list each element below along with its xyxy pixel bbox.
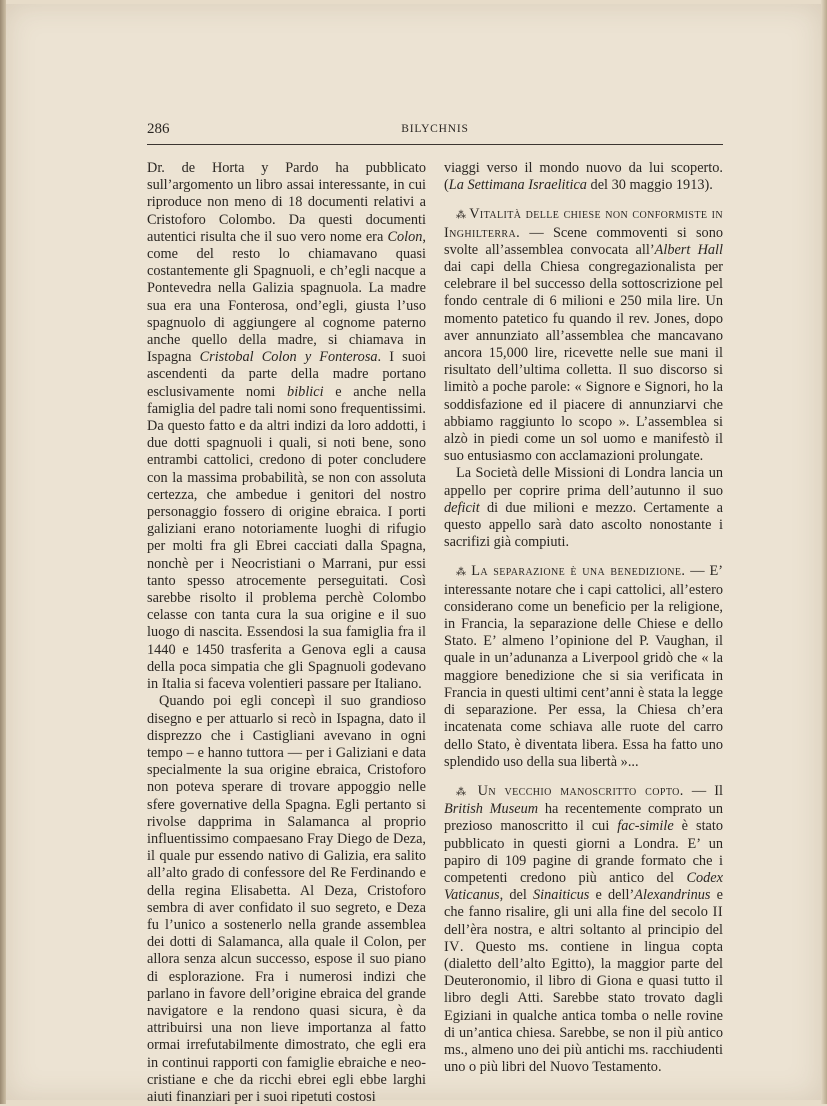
text-run: e dell’ [589, 887, 635, 904]
text-run: — Scene commoventi si sono svolte all’assemblea convocata all’ [444, 224, 723, 258]
italic-run: Sinaiticus [532, 887, 590, 904]
italic-run: Codex Vaticanus [444, 869, 723, 904]
text-run: La Società delle Missioni di Londra lancia un appello per coprire prima dell’autunno il suo [444, 465, 723, 499]
italic-run: deficit [444, 499, 480, 516]
text-run: — Il [683, 782, 723, 799]
text-run: , del [499, 887, 533, 904]
left-column [147, 160, 426, 1106]
header-rule [147, 144, 723, 145]
paragraph-colombo [147, 160, 426, 693]
section-heading: Vitalità delle chiese non conformiste in Inghilterra. [444, 206, 724, 241]
italic-run: Alexandrinus [634, 887, 711, 904]
italic-run: British Museum [444, 801, 539, 818]
text-run: , come del resto lo chiamavano quasi costantemente gli Spagnuoli, e ch’egli nacque a Pontevedra nella Galizia spagnuola. La madre sua era una Fonterosa, ond’egli, giusta l’uso spagnuolo di aggiungere al cognome paterno anche quello della madre, si chiamava in Ispagna [147, 228, 426, 366]
right-column [444, 160, 723, 1076]
roman-numeral: II [712, 904, 723, 921]
text-run: Dr. de Horta y Pardo ha pubblicato sull’argomento un libro assai interessante, in cui riproduce non meno di 18 documenti relativi a Cristoforo Colombo. Da questi documenti autentici risulta che il suo vero nome era [147, 160, 426, 245]
text-run: . I suoi ascendenti da parte della madre portano esclusivamente nomi [147, 349, 426, 400]
italic-run: biblici [287, 383, 324, 400]
text-run: e che fanno risalire, gli uni alla fine del secolo [444, 887, 723, 921]
italic-run: fac-simile [617, 818, 674, 835]
paragraph-deza: Quando poi egli concepì il suo grandioso disegno e per attuarlo si recò in Ispagna, dato il disprezzo che i Castigliani avevano in ogni tempo – e hanno tuttora — per i Galiziani e data specialmente la sua origine ebraica, Cristoforo non poteva sperare di trovare appoggio nelle sfere governative della Spagna. Egli pertanto si rivolse dapprima in Salamanca al proprio influentissimo compaesano Fray Diego de Deza, il quale pur essendo nativo di Galizia, era salito all’alto grado di confessore del Re Ferdinando e della regina Elisabetta. Al Deza, Cristoforo sembra di aver confidato il suo segreto, e Deza fu l’unico a sostenerlo nella grande assemblea dei dotti di Salamanca, alla quale il Colon, per allora senza alcun successo, espose il suo piano di esplorazione. Fra i numerosi indizi che parlano in favore dell’origine ebraica del grande navigatore e la rendono quasi sicura, è da attribuirsi una non lieve importanza al fatto ormai irrefutabilmente dimostrato, che egli era in continui rapporti con famiglie ebraiche e neo-cristiane e che da ricchi ebrei egli ebbe larghi aiuti finanziari per i suoi ripetuti costosi [147, 693, 426, 1105]
asterism-icon: ⁂ [456, 786, 470, 798]
roman-numeral: IV [444, 938, 460, 955]
text-run: è stato pubblicato in questi giorni a Londra. E’ un papiro di 109 pagine di grande formato che i competenti credono più antico del [444, 818, 724, 886]
paragraph-continuation [444, 160, 723, 194]
section-separazione [444, 563, 723, 770]
asterism-icon: ⁂ [456, 210, 466, 222]
italic-run: Cristobal Colon y Fonterosa [199, 349, 378, 366]
journal-title: BILYCHNIS [401, 123, 469, 135]
text-run: ha recentemente comprato un prezioso manoscritto il cui [444, 801, 723, 835]
section-heading: Un vecchio manoscritto copto. [477, 782, 684, 799]
text-run: e anche nella famiglia del padre tali nomi sono frequentissimi. Da questo fatto e da altri indizi da loro addotti, i due dotti spagnuoli i quali, si noti bene, sono entrambi cattolici, credono di poter concludere con la massima probabilità, se non con assoluta certezza, che ambedue i genitori del nostro personaggio fossero di origine ebraica. I porti galiziani erano notoriamente luoghi di rifugio per molti fra gli Ebrei cacciati dalla Spagna, nonchè per i Neocristiani o Marrani, pur essi tanto spesso atrocemente perseguitati. Così sarebbe risolto il problema perchè Colombo celasse con tanta cura la sua origine e il suo luogo di nascita. Essendosi la sua famiglia fra il 1440 e 1450 trasferita a Genova egli a causa della poca simpatia che gli Spagnuoli godevano in Italia si faceva volentieri passare per Italiano. [147, 383, 426, 693]
asterism-icon: ⁂ [456, 567, 467, 579]
paragraph-missioni [444, 465, 723, 551]
section-heading: La separazione è una benedizione. [471, 563, 686, 580]
section-manoscritto [444, 783, 723, 1076]
text-run: del 30 maggio 1913). [586, 177, 713, 194]
text-run: . Questo ms. contiene in lingua copta (dialetto dell’alto Egitto), la maggior parte del Deuteronomio, il libro di Giona e quasi tutto il libro degli Atti. Sarebbe stato trovato dagli Egiziani in qualche antica tomba o nelle rovine di un’antica chiesa. Sarebbe, se non il più antico ms., almeno uno dei più antichi ms. racchiudenti uno o più libri del Nuovo Testamento. [444, 938, 723, 1076]
text-run: dai capi della Chiesa congregazionalista per celebrare il bel successo della sottoscrizione pel fondo centrale di 6 milioni e 250 mila lire. Un momento patetico fu quando il rev. Jones, dopo aver annunziato all’assemblea che mancavano ancora 15,000 lire, ricevette nelle sue mani il risultato dell’ultima colletta. Il suo discorso si limitò a poche parole: « Signore e Signori, ho la soddisfazione ed il piacere di annunziarvi che abbiamo raggiunto lo scopo ». L’assemblea si alzò in piedi come un sol uomo e manifestò il suo entusiasmo con acclamazioni prolungate. [444, 259, 723, 465]
text-run: di due milioni e mezzo. Certamente a questo appello sarà dato ascolto nonostante i sacrifizi già compiuti. [444, 499, 723, 551]
text-run: dell’èra nostra, e altri soltanto al principio del [444, 921, 723, 938]
text-run: — E’ interessante notare che i capi cattolici, all’estero considerano come un beneficio per la religione, in Francia, la separazione delle Chiese e dello Stato. E’ almeno l’opinione del P. Vaughan, il quale in un’adunanza a Liverpool gridò che « la maggiore benedizione che si sia verificata in Francia in questi ultimi cent’anni è stata la legge di separazione. Per essa, la Chiesa ch’era incatenata come schiava alle ruote del carro dello Stato, è diventata libera. Essa ha fatto uno splendido uso della sua libertà »... [444, 563, 723, 770]
italic-run: Albert Hall [654, 241, 723, 258]
section-vitalita [444, 206, 723, 465]
page-edge [821, 0, 827, 1104]
text-run: viaggi verso il mondo nuovo da lui scoperto. ( [444, 160, 723, 194]
italic-run: Colon [387, 228, 423, 245]
running-header [147, 121, 723, 141]
page-number: 286 [147, 121, 170, 137]
italic-run: La Settimana Israelitica [448, 177, 587, 194]
